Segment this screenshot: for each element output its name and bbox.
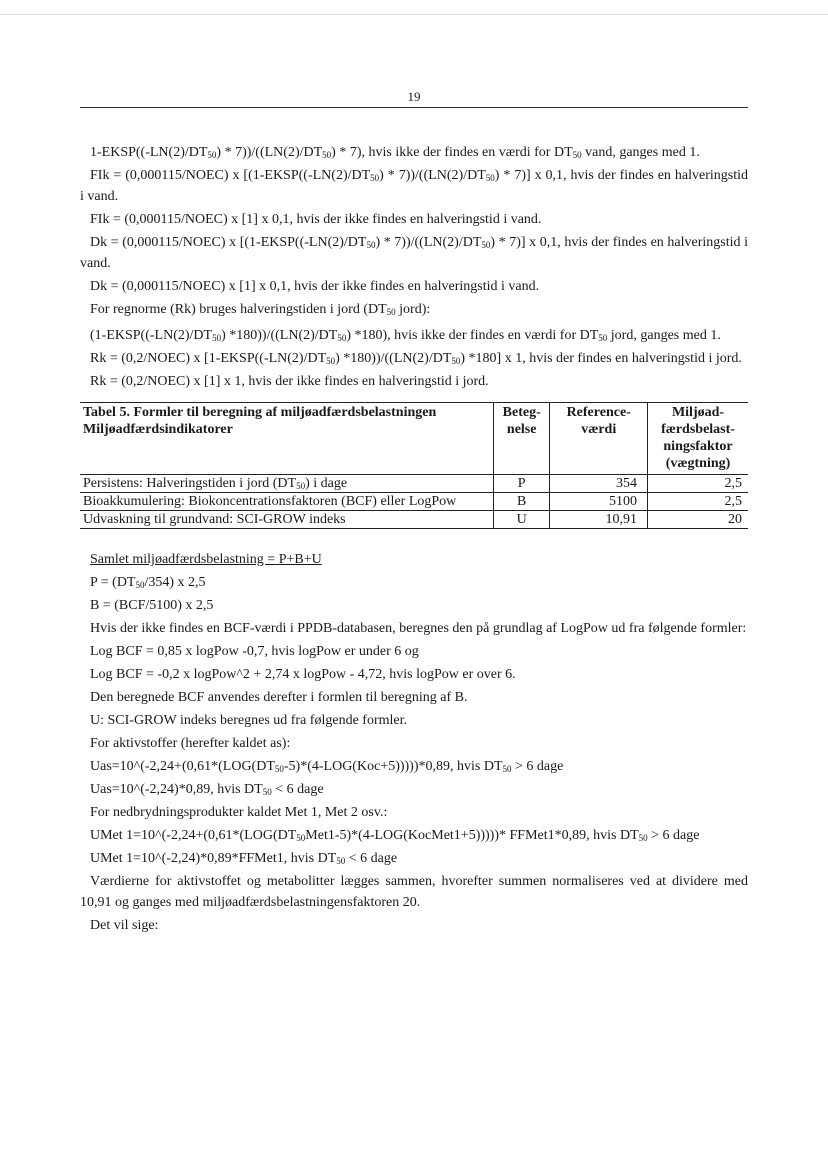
header-rule	[80, 107, 748, 108]
table-row: Bioakkumulering: Biokoncentrationsfaktoren (BCF) eller LogPow B 5100 2,5	[80, 493, 748, 511]
table-title: Tabel 5. Formler til beregning af miljøadfærdsbelastningen Miljøadfærdsindikatorer	[80, 403, 493, 475]
bcf-intro: Hvis der ikke findes en BCF-værdi i PPDB-databasen, beregnes den på grundlag af LogPow ud fra følgende formler:	[90, 621, 747, 636]
bcf-used-text: Den beregnede BCF anvendes derefter i formlen til beregning af B.	[90, 690, 468, 705]
samlet-heading: Samlet miljøadfærdsbelastning = P+B+U	[90, 552, 322, 567]
p-formula: $P = (DT_{50}/354)$ x 2,5	[90, 575, 206, 590]
dk-formula-1: Dk = (0,000115/NOEC) x $[(1-EKSP((-LN(2)/DT_{50}) * 7))/((LN(2)/DT_{50}) * 7)]$ x 0,1, hvis der findes en halveringstid i vand.	[80, 235, 748, 271]
logbcf-formula-2: Log BCF = -0,2 x logPow^2 + 2,74 x logPow - 4,72, hvis logPow er over 6.	[90, 667, 516, 682]
rk-intro: For regnorme (Rk) bruges halveringstiden i jord ($DT_{50}$ jord):	[90, 302, 431, 317]
column-faktor: Miljøad-færdsbelast-ningsfaktor (vægtning)	[648, 403, 748, 475]
page-content	[80, 142, 748, 938]
page-number: 19	[407, 89, 421, 104]
umet-formula-1: UMet $1=10\^{}(-2,24+(0,61*(LOG(DT_{50}Met1-5)*(4-LOG(KocMet1+5)))))*$ FFMet1*0,89, hvis $DT_{50} > 6$ dage	[90, 828, 700, 843]
uas-formula-2: Uas=10^(-2,24)*0,89, hvis $DT_{50} < 6$ dage	[90, 782, 324, 797]
formula-section	[80, 549, 748, 936]
fik-formula-2: FIk = (0,000115/NOEC) x [1] x 0,1, hvis der ikke findes en halveringstid i vand.	[90, 212, 542, 227]
fik-intro-paragraph: $1-EKSP((-LN(2)/DT_{50}) * 7))/((LN(2)/DT_{50}) * 7)$, hvis ikke der findes en værdi for $DT_{50}$ vand, ganges med 1.	[90, 145, 700, 160]
b-formula: B = (BCF/5100) x 2,5	[90, 598, 214, 613]
table-row: Udvaskning til grundvand: SCI-GROW indeks U 10,91 20	[80, 511, 748, 529]
sum-text: Værdierne for aktivstoffet og metabolitter lægges sammen, hvorefter summen normaliseres ved at dividere med 10,91 og ganges med miljøadfærdsbelastningensfaktoren 20.	[80, 874, 748, 910]
dk-formula-2: Dk = (0,000115/NOEC) x [1] x 0,1, hvis der ikke findes en halveringstid i vand.	[90, 279, 540, 294]
column-referencevaerdi: Reference-værdi	[550, 403, 648, 475]
scan-top-edge	[0, 14, 828, 15]
column-betegnelse: Beteg-nelse	[493, 403, 549, 475]
table-row: Persistens: Halveringstiden i jord $(DT_{50})$ i dage P 354 2,5	[80, 475, 748, 493]
met-intro: For nedbrydningsprodukter kaldet Met 1, Met 2 osv.:	[90, 805, 388, 820]
rk-formula-1: ($1-EKSP((-LN(2)/DT_{50})$ $*180))/((LN(2)/DT_{50})$ *180), hvis ikke der findes en værdi for $DT_{50}$ jord, ganges med 1.	[90, 328, 721, 343]
rk-formula-3: Rk = (0,2/NOEC) x [1] x 1, hvis der ikke findes en halveringstid i jord.	[90, 374, 489, 389]
table-5	[80, 402, 748, 529]
u-intro: U: SCI-GROW indeks beregnes ud fra følgende formler.	[90, 713, 407, 728]
fik-formula-1: FIk = (0,000115/NOEC) x $[(1-EKSP((-LN(2)/DT_{50}) * 7))/((LN(2)/DT_{50}) * 7)]$ x 0,1, hvis der findes en halveringstid i vand.	[80, 168, 748, 204]
as-intro: For aktivstoffer (herefter kaldet as):	[90, 736, 291, 751]
logbcf-formula-1: Log BCF = 0,85 x logPow -0,7, hvis logPow er under 6 og	[90, 644, 419, 659]
det-vil-sige: Det vil sige:	[90, 918, 159, 933]
umet-formula-2: UMet 1=10^(-2,24)*0,89*FFMet1, hvis $DT_{50} < 6$ dage	[90, 851, 398, 866]
rk-formula-2: Rk = (0,2/NOEC) x [$1-EKSP((-LN(2)/DT_{50})$ $*180))/((LN(2)/DT_{50})$ *180] x 1, hvis der findes en halveringstid i jord.	[90, 351, 742, 366]
table-header-row	[80, 403, 748, 475]
uas-formula-1: $Uas=10\^{}(-2,24+(0,61*(LOG(DT_{50}-5)*(4-LOG(Koc+5)))))*0,89$, hvis $DT_{50} > 6$ dage	[90, 759, 564, 774]
